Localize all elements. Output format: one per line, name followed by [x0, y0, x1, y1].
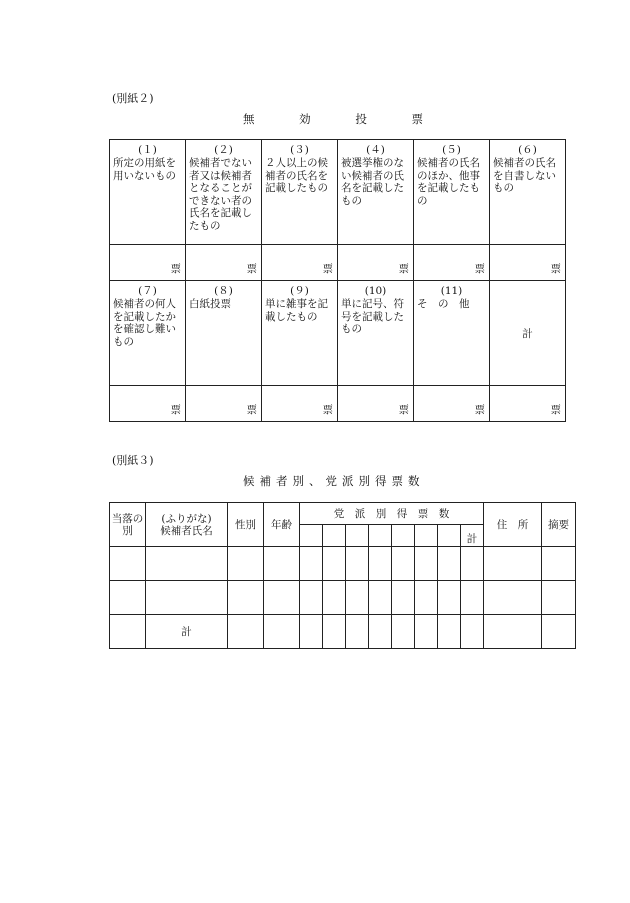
party-col [323, 525, 346, 547]
sheet2-title-char: 票 [411, 112, 423, 126]
header-name [146, 503, 228, 547]
invalid-cell-10: (10) 単に記号、符号を記載したもの [338, 281, 414, 386]
invalid-total-label: 計 [490, 281, 566, 386]
vote-count-cell: 票 [490, 386, 566, 422]
sheet2-title-char: 効 [299, 112, 311, 126]
header-address: 住 所 [484, 503, 542, 547]
invalid-cell-4: (４) 被選挙権のない候補者の氏名を記載したもの [338, 140, 414, 245]
header-name-kana: (ふりがな) [161, 512, 212, 525]
header-age: 年齢 [264, 503, 300, 547]
header-party-votes: 党 派 別 得 票 数 [300, 503, 484, 525]
invalid-cell-11: (11) そ の 他 [414, 281, 490, 386]
table-row [110, 547, 576, 581]
invalid-cell-9: (９) 単に雑事を記載したもの [262, 281, 338, 386]
party-col [415, 525, 438, 547]
party-col [369, 525, 392, 547]
invalid-cell-7: (７) 候補者の何人を記載したかを確認し難いもの [110, 281, 186, 386]
vote-count-cell: 票 [186, 245, 262, 281]
vote-count-cell: 票 [262, 245, 338, 281]
invalid-cell-5: (５) 候補者の氏名のほか、他事を記載したもの [414, 140, 490, 245]
invalid-cell-2: (２) 候補者でない者又は候補者となることができない者の氏名を記載したもの [186, 140, 262, 245]
sheet3-title: 候補者別、党派別得票数 [243, 474, 425, 488]
vote-count-cell: 票 [110, 245, 186, 281]
vote-count-cell: 票 [414, 386, 490, 422]
vote-count-cell: 票 [338, 386, 414, 422]
table-row [110, 581, 576, 615]
invalid-votes-table [109, 139, 566, 422]
candidate-votes-table [109, 502, 576, 649]
total-row [110, 615, 576, 649]
header-toraku: 当落の別 [110, 503, 146, 547]
invalid-cell-3: (３) ２人以上の候補者の氏名を記載したもの [262, 140, 338, 245]
invalid-cell-1: (１) 所定の用紙を用いないもの [110, 140, 186, 245]
header-sex: 性別 [228, 503, 264, 547]
party-total-header: 計 [461, 525, 484, 547]
vote-count-cell: 票 [338, 245, 414, 281]
invalid-cell-8: (８) 白紙投票 [186, 281, 262, 386]
vote-count-cell: 票 [262, 386, 338, 422]
party-col [392, 525, 415, 547]
vote-count-cell: 票 [490, 245, 566, 281]
sheet3-label: (別紙３) [112, 454, 154, 467]
header-remarks: 摘要 [542, 503, 576, 547]
party-col [346, 525, 369, 547]
party-col [438, 525, 461, 547]
vote-count-cell: 票 [110, 386, 186, 422]
sheet2-title-char: 投 [355, 112, 367, 126]
sheet2-title [243, 111, 423, 127]
party-col [300, 525, 323, 547]
vote-count-cell: 票 [186, 386, 262, 422]
candidate-total-label: 計 [146, 615, 228, 649]
vote-count-cell: 票 [414, 245, 490, 281]
sheet2-label: (別紙２) [112, 92, 154, 105]
header-name-label: 候補者氏名 [160, 524, 213, 537]
sheet2-title-char: 無 [243, 112, 255, 126]
invalid-cell-6: (６) 候補者の氏名を自書しないもの [490, 140, 566, 245]
